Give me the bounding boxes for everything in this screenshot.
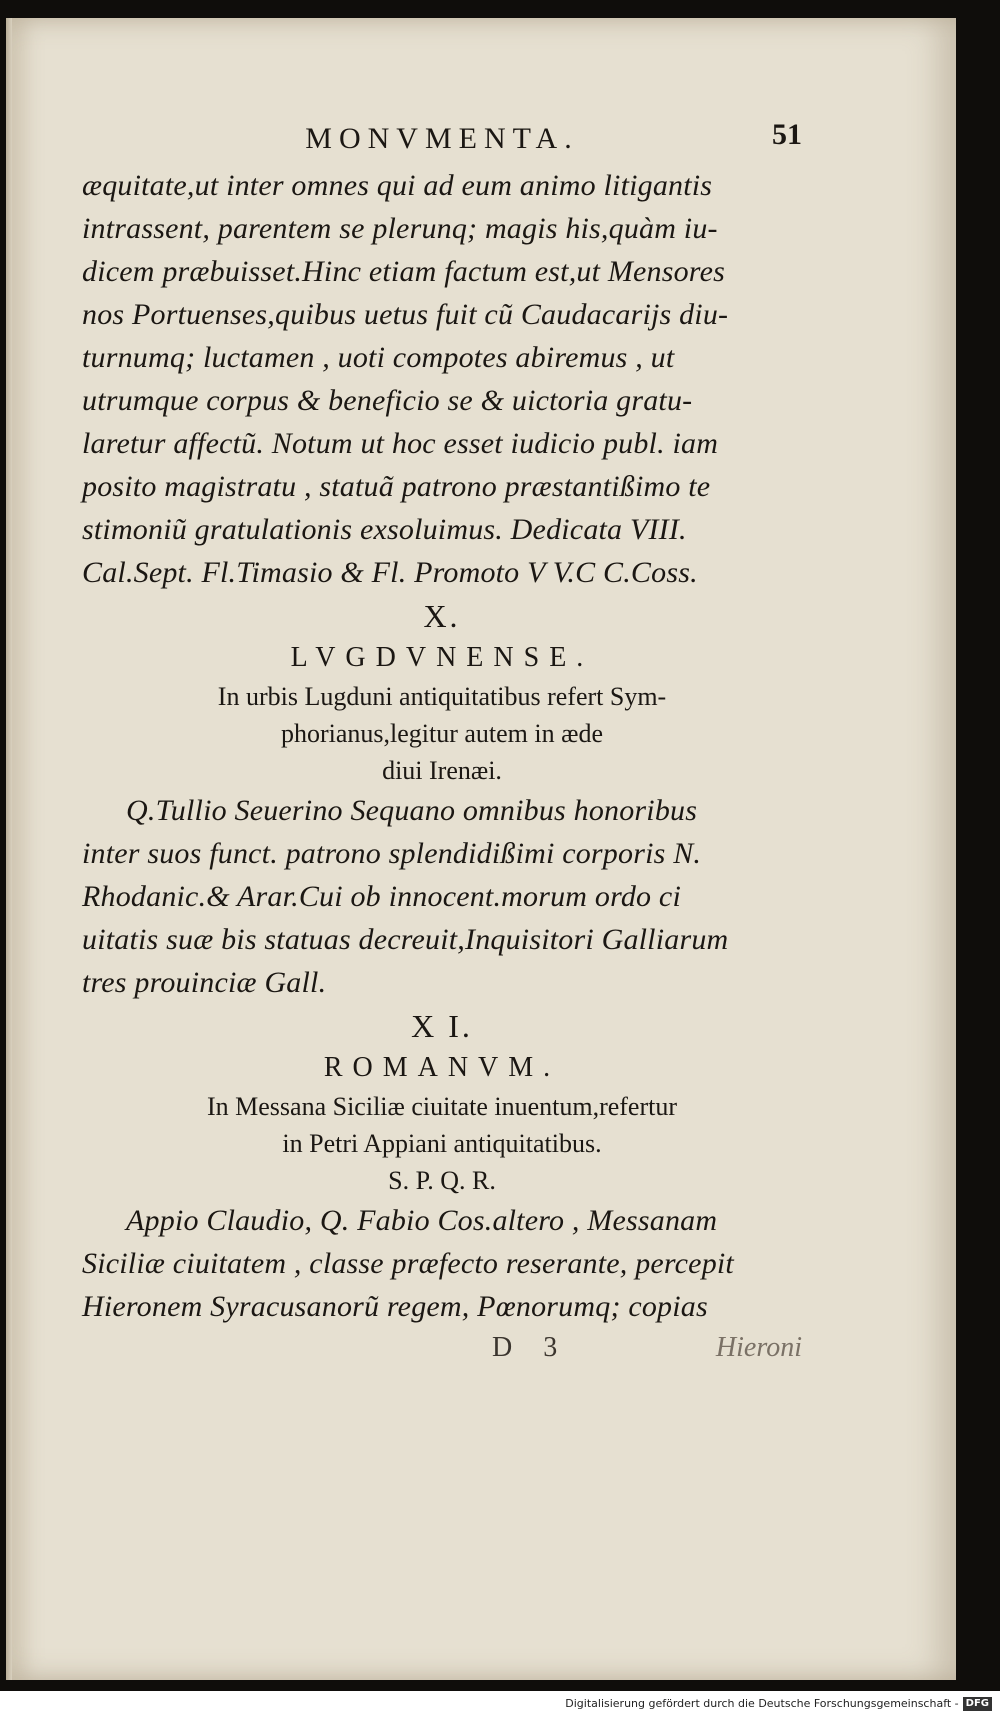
body-line: Hieronem Syracusanorũ regem, Pœnorumq; copias xyxy=(82,1290,708,1323)
body-line: dicem præbuisset.Hinc etiam factum est,ut Mensores xyxy=(82,255,725,288)
digitization-credit-bar xyxy=(0,1691,1000,1717)
body-line: posito magistratu , statuã patrono præstantißimo te xyxy=(82,470,711,503)
credit-text: Digitalisierung gefördert durch die Deutsche Forschungsgemeinschaft - xyxy=(565,1697,959,1710)
intro-line: in Petri Appiani antiquitatibus. xyxy=(282,1129,602,1158)
intro-line: In urbis Lugduni antiquitatibus refert Sym- xyxy=(217,682,667,711)
dedication-line: S. P. Q. R. xyxy=(388,1166,496,1195)
body-line: Q.Tullio Seuerino Sequano omnibus honoribus xyxy=(126,794,698,827)
body-line: inter suos funct. patrono splendidißimi corporis N. xyxy=(82,837,702,870)
page-edge xyxy=(6,18,12,1680)
folio-number: 51 xyxy=(772,118,802,151)
section-x xyxy=(82,594,802,1004)
body-line: Cal.Sept. Fl.Timasio & Fl. Promoto V V.C C.Coss. xyxy=(82,556,698,589)
section-heading: LVGDVNENSE. xyxy=(290,642,594,673)
body-line: Rhodanic.& Arar.Cui ob innocent.morum ordo ci xyxy=(82,880,681,913)
body-line: intrassent, parentem se plerunq; magis his,quàm iu- xyxy=(82,212,718,245)
section-numeral: X I. xyxy=(411,1008,473,1044)
body-line: uitatis suæ bis statuas decreuit,Inquisitori Galliarum xyxy=(82,923,729,956)
section-ix-body xyxy=(82,164,802,594)
section-numeral: X. xyxy=(423,598,461,634)
signature-mark: D 3 xyxy=(492,1332,570,1363)
intro-line: phorianus,legitur autem in æde xyxy=(280,719,604,748)
text-block xyxy=(82,118,802,1372)
intro-line: diui Irenæi. xyxy=(382,756,502,785)
page-footer xyxy=(82,1328,802,1372)
body-line: æquitate,ut inter omnes qui ad eum animo litigantis xyxy=(82,169,713,202)
section-xi xyxy=(82,1004,802,1328)
running-title: MONVMENTA. xyxy=(305,122,579,155)
running-head xyxy=(82,118,802,164)
body-line: Appio Claudio, Q. Fabio Cos.altero , Messanam xyxy=(126,1204,718,1237)
catchword: Hieroni xyxy=(715,1332,802,1363)
body-line: utrumque corpus & beneficio se & uictoria gratu- xyxy=(82,384,693,417)
dfg-logo: DFG xyxy=(963,1697,992,1711)
body-line: turnumq; luctamen , uoti compotes abiremus , ut xyxy=(82,341,675,374)
section-heading: ROMANVM. xyxy=(323,1052,561,1083)
body-line: laretur affectũ. Notum ut hoc esset iudicio publ. iam xyxy=(82,427,719,460)
body-line: nos Portuenses,quibus uetus fuit cũ Caudacarijs diu- xyxy=(82,298,729,331)
body-line: stimoniũ gratulationis exsoluimus. Dedicata VIII. xyxy=(82,513,687,546)
intro-line: In Messana Siciliæ ciuitate inuentum,refertur xyxy=(206,1092,678,1121)
body-line: tres prouinciæ Gall. xyxy=(82,966,327,999)
body-line: Siciliæ ciuitatem , classe præfecto reserante, percepit xyxy=(82,1247,734,1280)
book-page xyxy=(6,18,956,1680)
